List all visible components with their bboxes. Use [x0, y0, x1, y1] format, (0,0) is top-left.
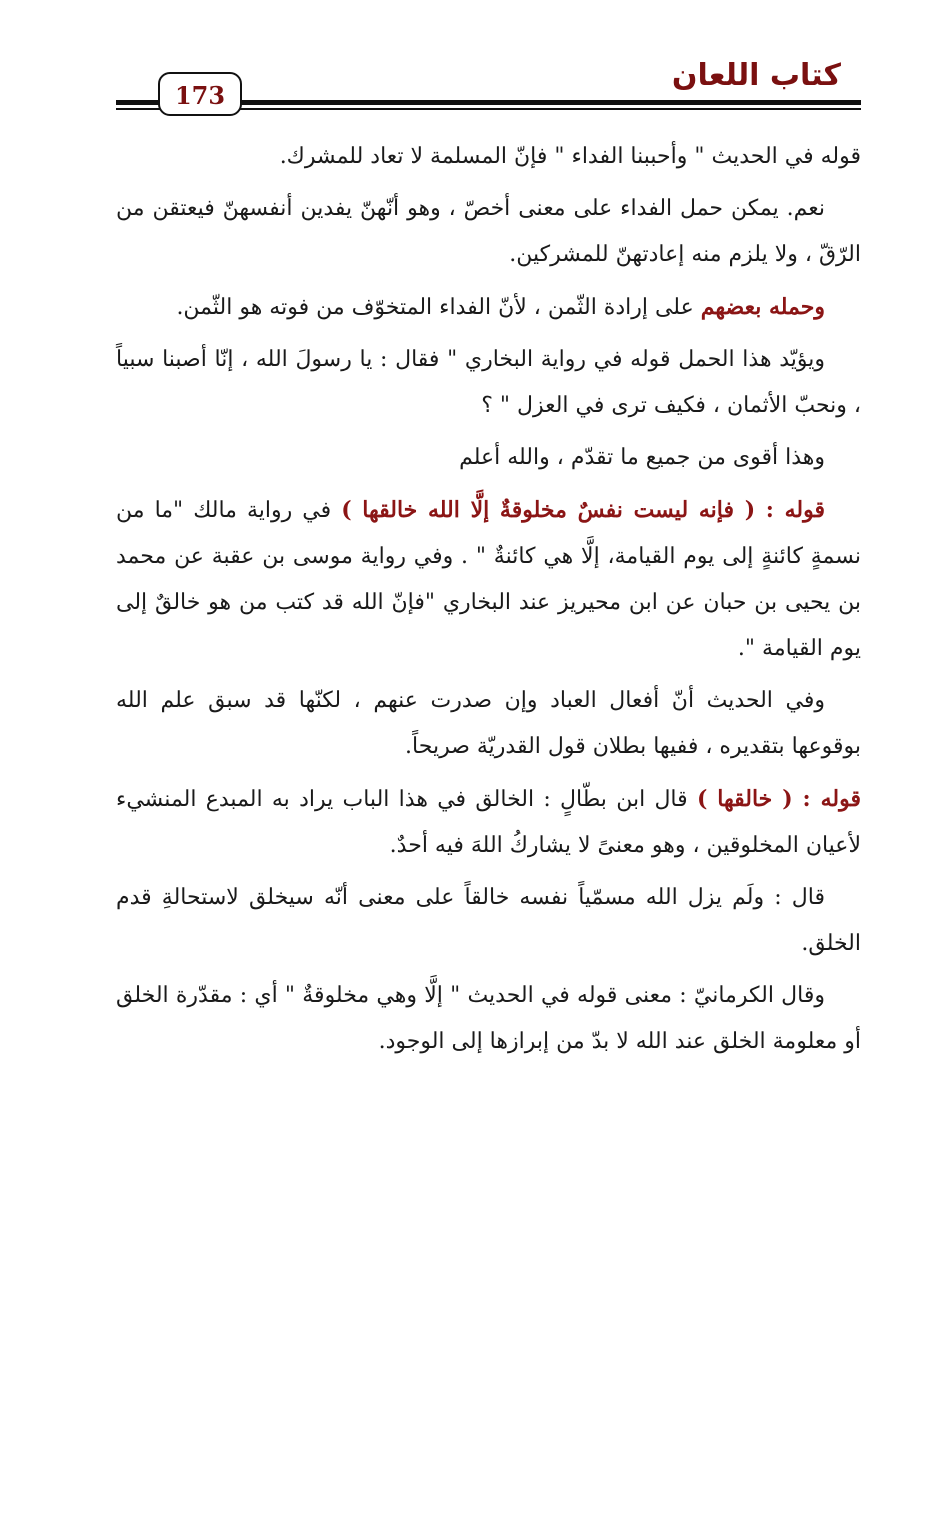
paragraph: نعم. يمكن حمل الفداء على معنى أخصّ ، وهو أنّهنّ يفدين أنفسهنّ فيعتقن من الرّقّ ، ولا يلزم منه إعادتهنّ للمشركين.	[116, 196, 861, 267]
commentary-lemma: قوله : ( فإنه ليست نفسٌ مخلوقةٌ إلَّا الله خالقها )	[341, 497, 825, 523]
paragraph: قال : ولَم يزل الله مسمّياً نفسه خالقاً على معنى أنّه سيخلق لاستحالةِ قدم الخلق.	[116, 885, 861, 956]
commentary-lemma: قوله : ( خالقها )	[696, 786, 862, 812]
page-body	[116, 134, 861, 1071]
paragraph: ويؤيّد هذا الحمل قوله في رواية البخاري " فقال : يا رسولَ الله ، إنّا أصبنا سبياً ، ونحبّ الأثمان ، فكيف ترى في العزل " ؟	[116, 347, 861, 418]
paragraph: وقال الكرمانيّ : معنى قوله في الحديث " إلَّا وهي مخلوقةٌ " أي : مقدّرة الخلق أو معلومة الخلق عند الله لا بدّ من إبرازها إلى الوجود.	[116, 983, 861, 1054]
paragraph: قوله في الحديث " وأحببنا الفداء " فإنّ المسلمة لا تعاد للمشرك.	[279, 144, 861, 169]
paragraph: قوله : ( فإنه ليست نفسٌ مخلوقةٌ إلَّا الله خالقها ) في رواية مالك "ما من نسمةٍ كائنةٍ إلى يوم القيامة، إلَّا هي كائنةٌ " . وفي رواية موسى بن عقبة عن محمد بن يحيى بن حبان عن ابن محيريز عند البخاري "فإنّ الله قد كتب من هو خالقٌ إلى يوم القيامة ".	[116, 497, 861, 661]
paragraph: وحمله بعضهم على إرادة الثّمن ، لأنّ الفداء المتخوّف من فوته هو الثّمن.	[176, 294, 825, 320]
page-number: 173	[158, 72, 242, 116]
paragraph: قوله : ( خالقها ) قال ابن بطّالٍ : الخالق في هذا الباب يراد به المبدع المنشيء لأعيان المخلوقين ، وهو معنىً لا يشاركُ اللهَ فيه أحدٌ.	[116, 786, 862, 858]
highlighted-phrase: وحمله بعضهم	[700, 294, 825, 320]
book-title: كتاب اللعان	[671, 58, 841, 93]
paragraph: وفي الحديث أنّ أفعال العباد وإن صدرت عنهم ، لكنّها قد سبق علم الله بوقوعها بتقديره ، ففيها بطلان قول القدريّة صريحاً.	[116, 688, 861, 759]
paragraph: وهذا أقوى من جميع ما تقدّم ، والله أعلم	[459, 445, 825, 470]
